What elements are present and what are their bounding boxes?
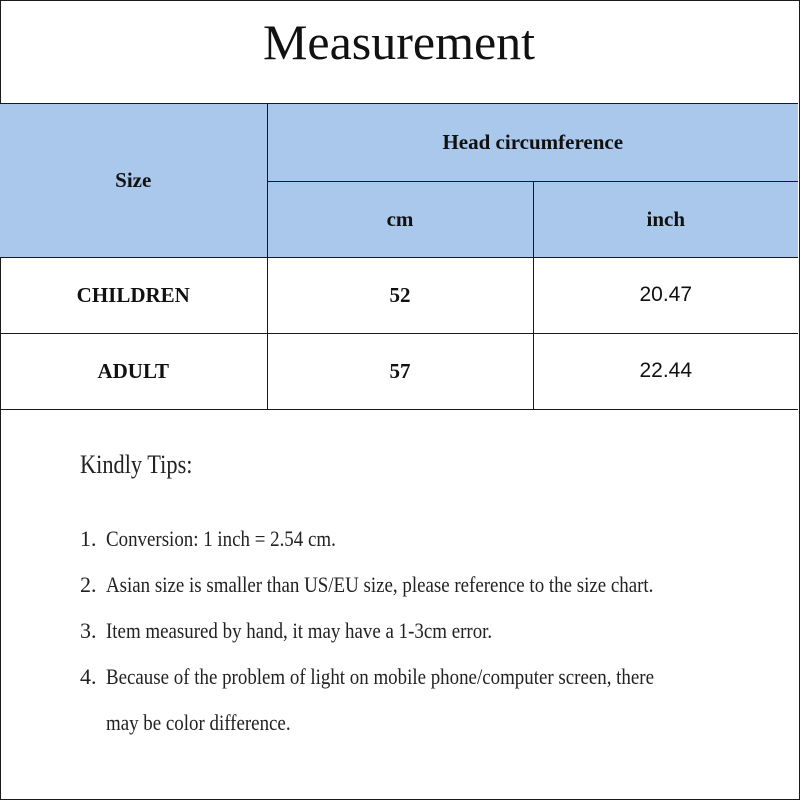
- row-inch: 20.47: [533, 257, 798, 333]
- tips-section: [80, 450, 760, 746]
- size-table: [0, 104, 798, 410]
- list-item: [80, 654, 760, 746]
- tip-number: 1.: [80, 526, 97, 551]
- row-size: ADULT: [0, 333, 267, 409]
- table-row: [0, 333, 798, 409]
- tip-number: 2.: [80, 572, 97, 597]
- tip-number: 3.: [80, 618, 97, 643]
- table-row: [0, 257, 798, 333]
- row-cm: 57: [267, 333, 533, 409]
- tip-number: 4.: [80, 664, 97, 689]
- tip-text: Because of the problem of light on mobile phone/computer screen, there may be color difference.: [106, 664, 654, 735]
- row-cm: 52: [267, 257, 533, 333]
- tips-title: Kindly Tips:: [80, 450, 193, 479]
- list-item: [80, 516, 760, 562]
- tip-text: Asian size is smaller than US/EU size, please reference to the size chart.: [106, 572, 654, 597]
- tip-text: Item measured by hand, it may have a 1-3cm error.: [106, 618, 493, 643]
- row-size: CHILDREN: [0, 257, 267, 333]
- list-item: [80, 608, 760, 654]
- header-head-circumference: Head circumference: [267, 104, 798, 181]
- header-cm: cm: [267, 181, 533, 257]
- tip-text: Conversion: 1 inch = 2.54 cm.: [106, 526, 336, 551]
- list-item: [80, 562, 760, 608]
- row-inch: 22.44: [533, 333, 798, 409]
- tips-list: [80, 516, 760, 746]
- header-size: Size: [0, 104, 267, 257]
- page-title: Measurement: [0, 0, 798, 104]
- header-inch: inch: [533, 181, 798, 257]
